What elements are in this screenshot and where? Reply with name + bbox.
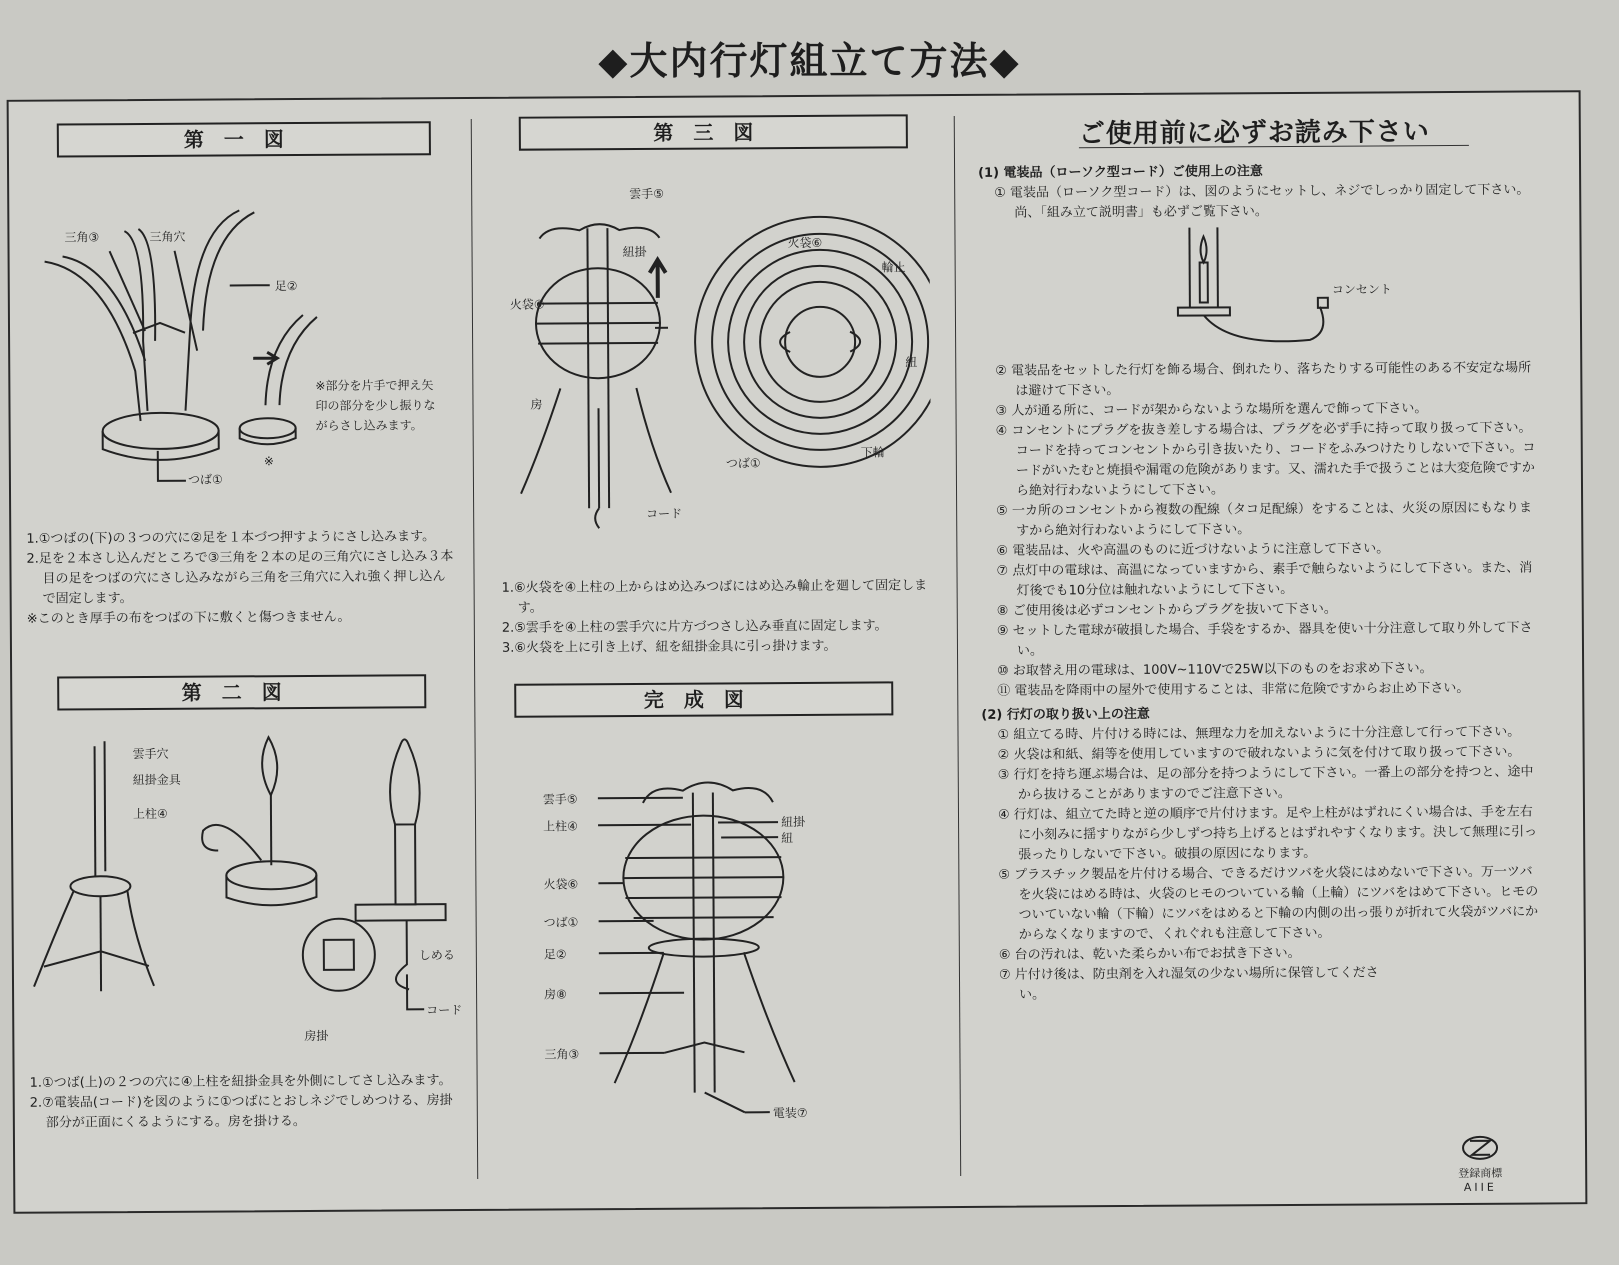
- label-hibukuro6: 火袋⑥: [787, 235, 823, 251]
- notice-item: ⑦ 片付け後は、防虫剤を入れ湿気の少ない場所に保管してください。: [998, 965, 1379, 1003]
- fig2-steps: [30, 1071, 460, 1134]
- label-fusakake: 房掛: [304, 1028, 329, 1044]
- label-cord: コード: [646, 506, 683, 521]
- trademark-block: [1435, 1133, 1525, 1195]
- step-item: 3.⑥火袋を上に引き上げ、紐を紐掛金具に引っ掛けます。: [501, 638, 837, 656]
- section1-heading: (1) 電装品（ローソク型コード）ご使用上の注意: [978, 164, 1263, 181]
- label-fusa8: 房⑧: [544, 987, 567, 1002]
- label-sankaku3: 三角③: [544, 1047, 580, 1062]
- candle-cord-diagram: [1169, 221, 1430, 353]
- fig1-steps: [26, 527, 457, 630]
- notice-item: ⑤ プラスチック製品を片付ける場合、できるだけツバを火袋にはめないで下さい。万一ツバを火袋にはめる時は、火袋のヒモのついている輪（上輪）にツバをはめて下さい。ヒモのついていない輪（下輪）にツバをはめると下輪の内側の出っ張りが折れて火袋がツバにかからなくなりますので、くれぐれも注意して下さい。: [998, 864, 1539, 943]
- label-himokake: 紐掛: [622, 244, 647, 260]
- notice-section-1: [978, 160, 1534, 223]
- label-tsuba1: つば①: [543, 915, 579, 930]
- trademark-name: AIIE: [1463, 1180, 1497, 1194]
- notice-item: ⑪ 電装品を降雨中の屋外で使用することは、非常に危険ですからお止め下さい。: [997, 680, 1470, 699]
- label-jouchu4: 上柱④: [543, 819, 578, 834]
- complete-diagram: [543, 761, 945, 1143]
- page-title: ◆大内行灯組立て方法◆: [598, 39, 1021, 83]
- label-himokake: 紐掛: [780, 814, 806, 830]
- notice-item: ① 電装品（ローソク型コード）は、図のようにセットし、ネジでしっかり固定して下さい。尚、「組み立て説明書」も必ずご覧下さい。: [994, 182, 1530, 221]
- notice-item: ③ 行灯を持ち運ぶ場合は、足の部分を持つようにして下さい。一番上の部分を持つと、途中から抜けることがありますのでご注意下さい。: [997, 764, 1534, 803]
- notice-item: ⑨ セットした電球が破損した場合、手袋をするか、器具を使い十分注意して取り外して下さい。: [996, 620, 1533, 659]
- label-ashi2: 足②: [543, 947, 567, 962]
- label-shimeru: しめる: [418, 948, 455, 963]
- notice-item: ⑥ 電装品は、火や高温のものに近づけないように注意して下さい。: [996, 541, 1390, 559]
- label-cord: コード: [426, 1003, 463, 1018]
- label-denso7: 電装⑦: [772, 1105, 808, 1121]
- step-item: 2.⑦電装品(コード)を図のように①つばにとおしネジでしめつける、房掛部分が正面にくるようにする。房を掛ける。: [29, 1093, 453, 1131]
- label-tsuba1: つば①: [187, 472, 223, 487]
- label-kumode5: 雲手⑤: [629, 186, 665, 202]
- label-kumode5: 雲手⑤: [542, 792, 578, 807]
- trademark-logo-icon: [1460, 1133, 1500, 1163]
- instruction-sheet: [7, 90, 1588, 1214]
- fig1-note-line: がらさし込みます。: [315, 418, 423, 433]
- column-divider: [954, 116, 961, 1176]
- fig1-note-line: ※部分を片手で押え矢: [315, 378, 434, 393]
- notice-item: ⑩ お取替え用の電球は、100V~110Vで25W以下のものをお求め下さい。: [997, 661, 1433, 679]
- label-himo: 紐: [905, 355, 918, 370]
- label-tsuba1: つば①: [725, 456, 761, 471]
- label-hibukuro6: 火袋⑥: [543, 877, 579, 892]
- fig3-steps: [502, 576, 952, 659]
- column-divider: [471, 119, 478, 1179]
- label-sankaku3: 三角③: [64, 230, 100, 245]
- notice-section-1-cont: [981, 358, 1539, 1005]
- label-fusa: 房: [530, 397, 543, 412]
- label-hibukuro6-vertical: 火袋⑥: [509, 297, 545, 312]
- notice-item: ② 電装品をセットした行灯を飾る場合、倒れたり、落ちたりする可能性のある不安定な場所は避けて下さい。: [995, 360, 1532, 399]
- notice-item: ① 組立てる時、片付ける時には、無理な力を加えないように十分注意して行って下さい。: [997, 724, 1521, 743]
- step-item: 2.足を２本さし込んだところで③三角を２本の足の三角穴にさし込み３本目の足をつばの穴にさし込みながら三角を三角穴に入れ強く押し込んで固定します。: [26, 549, 454, 607]
- fig1-diagram: [34, 179, 456, 502]
- label-himo: 紐: [781, 831, 794, 846]
- complete-header: 完成図: [514, 681, 893, 717]
- fig1-note-line: 印の部分を少し振りな: [315, 398, 436, 413]
- step-item: ※このとき厚手の布をつばの下に敷くと傷つきません。: [26, 609, 351, 627]
- fig2-header: 第二図: [57, 674, 426, 710]
- label-sankakuana: 三角穴: [149, 229, 186, 244]
- fig2-diagram: [22, 724, 464, 1057]
- notice-item: ⑤ 一カ所のコンセントから複数の配線（タコ足配線）をすることは、火災の原因にもなりますから絶対行わないようにして下さい。: [996, 500, 1532, 539]
- step-item: 1.①つば(上)の２つの穴に④上柱を紐掛金具を外側にしてさし込みます。: [29, 1073, 452, 1091]
- step-item: 1.①つばの(下)の３つの穴に②足を１本づつ押すようにさし込みます。: [26, 529, 436, 547]
- notice-item: ④ 行灯は、組立てた時と逆の順序で片付けます。足や上柱がはずれにくい場合は、手を左右に小刻みに揺すりながら少しずつ持ち上げるとはずれやすくなります。決して無理に引っ張ったりしないで下さい。破損の原因になります。: [997, 804, 1538, 863]
- section2-heading: (2) 行灯の取り扱い上の注意: [981, 706, 1150, 723]
- label-shitawa: 下輪: [860, 445, 885, 460]
- notice-item: ⑥ 台の汚れは、乾いた柔らかい布でお拭き下さい。: [998, 945, 1301, 963]
- label-outlet: コンセント: [1331, 282, 1392, 297]
- notice-title: ご使用前に必ずお読み下さい: [1078, 117, 1430, 150]
- label-kumodeana: 雲手穴: [132, 746, 169, 762]
- notice-item: ⑧ ご使用後は必ずコンセントからプラグを抜いて下さい。: [996, 601, 1337, 619]
- notice-item: ③ 人が通る所に、コードが架からないような場所を選んで飾って下さい。: [995, 401, 1428, 419]
- notice-item: ⑦ 点灯中の電球は、高温になっていますから、素手で触らないようにして下さい。また、消灯後でも10分位は触れないようにして下さい。: [996, 560, 1533, 599]
- fig3-header: 第三図: [519, 114, 908, 150]
- step-item: 2.⑤雲手を④上柱の雲手穴に片方づつさし込み垂直に固定します。: [501, 618, 888, 636]
- fig1-header: 第一図: [57, 121, 431, 157]
- step-item: 1.⑥火袋を④上柱の上からはめ込みつばにはめ込み輪止を廻して固定します。: [501, 578, 928, 616]
- label-ashi2: 足②: [274, 279, 298, 294]
- notice-item: ④ コンセントにプラグを抜き差しする場合は、プラグを必ず手に持って取り扱って下さい。コードを持ってコンセントから引き抜いたり、コードをふみつけたりしないで下さい。コードがいたむと焼損や漏電の危険があります。又、濡れた手で扱うことは大変危険ですから絶対行わないようにして下さい。: [995, 420, 1536, 499]
- label-kome: ※: [263, 454, 274, 469]
- trademark-label: 登録商標: [1458, 1166, 1503, 1180]
- notice-item: ② 火袋は和紙、絹等を使用していますので破れないように気を付けて取り扱って下さい。: [997, 744, 1521, 763]
- label-jouchu4: 上柱④: [132, 806, 168, 822]
- fig3-diagram: [489, 166, 931, 549]
- label-himokake: 紐掛金具: [132, 772, 181, 788]
- label-wadome: 輪止: [881, 260, 906, 275]
